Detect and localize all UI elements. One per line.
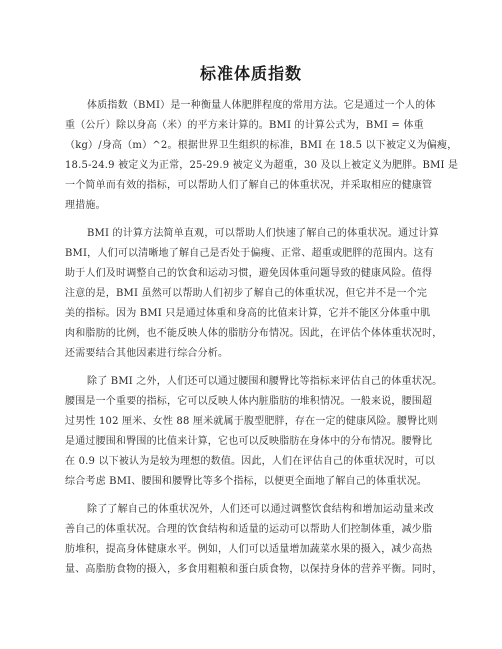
paragraph-1 <box>65 96 459 216</box>
paragraph-line: 综合考虑 BMI、腰围和腰臀比等多个指标，以便更全面地了解自己的体重状况。 <box>65 476 428 487</box>
paragraph-3 <box>65 372 441 492</box>
paragraph-line: 理措施。 <box>65 200 106 211</box>
paragraph-line: 注意的是，BMI 虽然可以帮助人们初步了解自己的体重状况，但它并不是一个完 <box>65 288 428 299</box>
paragraph-line: 过男性 102 厘米、女性 88 厘米就属于腹型肥胖，存在一定的健康风险。腰臀比则 <box>65 416 438 427</box>
paragraph-2 <box>65 224 441 364</box>
paragraph-line: 重（公斤）除以身高（米）的平方来计算的。BMI 的计算公式为，BMI = 体重 <box>65 120 424 131</box>
paragraph-line: 体质指数（BMI）是一种衡量人体肥胖程度的常用方法。它是通过一个人的体 <box>87 100 436 111</box>
paragraph-line: （kg）/身高（m）^2。根据世界卫生组织的标准，BMI 在 18.5 以下被定义为偏瘦， <box>65 140 458 151</box>
document-title: 标准体质指数 <box>199 64 302 83</box>
paragraph-line: 腰围是一个重要的指标，它可以反映人体内脏脂肪的堆积情况。一般来说，腰围超 <box>65 396 433 407</box>
paragraph-line: 在 0.9 以下被认为是较为理想的数值。因此，人们在评估自己的体重状况时，可以 <box>65 456 436 467</box>
paragraph-line: 量、高脂肪食物的摄入，多食用粗粮和蛋白质食物，以保持身体的营养平衡。同时， <box>65 564 443 575</box>
paragraph-line: 除了了解自己的体重状况外，人们还可以通过调整饮食结构和增加运动量来改 <box>87 504 434 515</box>
paragraph-line: 18.5-24.9 被定义为正常，25-29.9 被定义为超重，30 及以上被定义为肥胖。BMI 是 <box>65 160 459 171</box>
paragraph-line: 善自己的体重状况。合理的饮食结构和适量的运动可以帮助人们控制体重，减少脂 <box>65 524 433 535</box>
paragraph-line: 还需要结合其他因素进行综合分析。 <box>65 348 229 359</box>
paragraph-line: BMI 的计算方法简单直观，可以帮助人们快速了解自己的体重状况。通过计算 <box>87 228 439 239</box>
paragraph-line: BMI，人们可以清晰地了解自己是否处于偏瘦、正常、超重或肥胖的范围内。这有 <box>65 248 434 259</box>
paragraph-line: 肉和脂肪的比例，也不能反映人体的脂肪分布情况。因此，在评估个体体重状况时， <box>65 328 443 339</box>
paragraph-line: 美的指标。因为 BMI 只是通过体重和身高的比值来计算，它并不能区分体重中肌 <box>65 308 431 319</box>
paragraph-line: 助于人们及时调整自己的饮食和运动习惯，避免因体重问题导致的健康风险。值得 <box>65 268 433 279</box>
paragraph-4 <box>65 500 441 580</box>
paragraph-line: 除了 BMI 之外，人们还可以通过腰围和腰臀比等指标来评估自己的体重状况。 <box>87 376 443 387</box>
paragraph-line: 肪堆积，提高身体健康水平。例如，人们可以适量增加蔬菜水果的摄入，减少高热 <box>65 544 433 555</box>
paragraph-line: 一个简单而有效的指标，可以帮助人们了解自己的体重状况，并采取相应的健康管 <box>65 180 433 191</box>
document-body <box>65 96 459 588</box>
paragraph-line: 是通过腰围和臀围的比值来计算，它也可以反映脂肪在身体中的分布情况。腰臀比 <box>65 436 433 447</box>
